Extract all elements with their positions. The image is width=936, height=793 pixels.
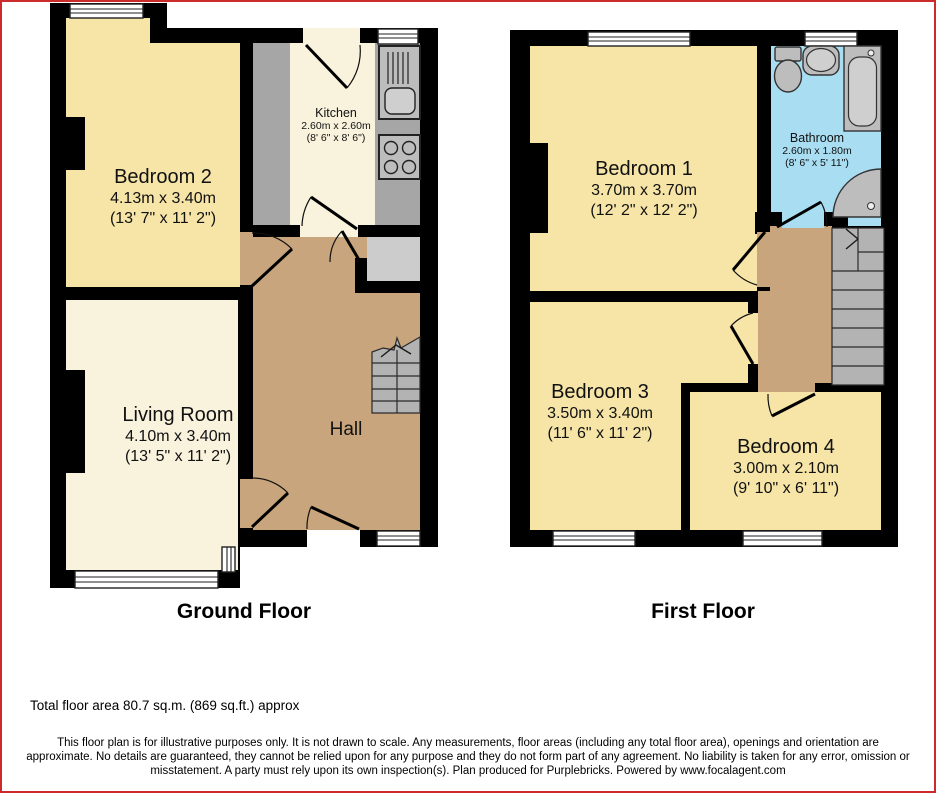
- room-dims-imperial: (13' 5" x 11' 2"): [124, 448, 232, 465]
- room-dims-metric: 3.00m x 2.10m: [733, 460, 839, 477]
- chimney-breast: [530, 143, 548, 233]
- ground-floor-plan: [50, 3, 438, 588]
- room-dims-imperial: (12' 2" x 12' 2"): [590, 202, 698, 219]
- first-floor-title: First Floor: [651, 600, 755, 623]
- room-dims-metric: 4.10m x 3.40m: [125, 428, 231, 445]
- bay-window: [75, 571, 218, 588]
- room-dims-metric: 3.70m x 3.70m: [591, 182, 697, 199]
- first-floor-plan: [510, 30, 898, 547]
- kitchen-counter: [253, 43, 290, 225]
- room-dims-imperial: (13' 7" x 11' 2"): [109, 210, 217, 227]
- room-label-bathroom: [782, 131, 851, 169]
- room-dims-imperial: (8' 6" x 5' 11"): [785, 157, 849, 169]
- room-label-bedroom1: [590, 158, 697, 221]
- front-door-gap: [307, 530, 360, 547]
- door-gap: [300, 225, 358, 237]
- room-label-bedroom3: [547, 381, 653, 444]
- kitchen-sink-unit: [379, 46, 420, 119]
- chimney-breast: [66, 370, 85, 473]
- room-name: Kitchen: [315, 106, 357, 120]
- room-dims-metric: 2.60m x 1.80m: [782, 145, 852, 157]
- window: [805, 32, 857, 46]
- basin: [803, 46, 839, 75]
- room-dims-imperial: (11' 6" x 11' 2"): [547, 425, 653, 442]
- room-landing: [770, 226, 832, 291]
- room-label-bedroom4: [733, 436, 839, 499]
- wall-block: [355, 281, 430, 293]
- door-gap: [240, 479, 253, 528]
- window: [222, 547, 235, 572]
- total-floor-area-text: Total floor area 80.7 sq.m. (869 sq.ft.) approx: [30, 698, 300, 713]
- bathtub: [844, 46, 881, 131]
- window: [377, 531, 420, 546]
- room-name: Bathroom: [789, 131, 845, 145]
- kitchen-hob: [379, 135, 420, 179]
- room-name: Bedroom 2: [114, 166, 212, 188]
- room-bedroom2: [66, 43, 240, 287]
- room-name: Bedroom 1: [595, 158, 693, 180]
- room-bedroom2: [66, 18, 150, 43]
- sink-bowl: [385, 88, 415, 114]
- room-landing: [758, 291, 832, 383]
- room-dims-metric: 3.50m x 3.40m: [547, 405, 653, 422]
- door-gap: [758, 383, 815, 392]
- room-dims-imperial: (9' 10" x 6' 11"): [732, 480, 840, 497]
- room-label-hall: [330, 418, 363, 441]
- cupboard: [367, 237, 420, 281]
- room-name: Hall: [329, 419, 363, 440]
- room-label-bedroom2: [110, 166, 216, 229]
- disclaimer-text: This floor plan is for illustrative purposes only. It is not drawn to scale. Any measurements, floor areas (including any total floor area), openings and orientation are approximate. No details are guaranteed, they cannot be relied upon for any purpose and they do not form part of any agreement. No liability is taken for any error, omission or misstatement. A party must rely upon its own inspection(s). Plan produced for Purplebricks. Powered by www.focalagent.com: [26, 737, 910, 777]
- window: [553, 531, 635, 546]
- room-name: Bedroom 4: [737, 436, 835, 458]
- window: [378, 29, 418, 44]
- room-dims-metric: 2.60m x 2.60m: [301, 120, 371, 132]
- window: [588, 32, 690, 46]
- room-bedroom3: [681, 302, 748, 383]
- door-gap: [303, 28, 360, 45]
- room-dims-metric: 4.13m x 3.40m: [110, 190, 216, 207]
- door-gap: [240, 232, 253, 285]
- window: [743, 531, 822, 546]
- staircase: [832, 228, 884, 385]
- ground-floor-title: Ground Floor: [176, 600, 312, 623]
- room-label-living-room: [122, 404, 233, 467]
- chimney-breast: [66, 117, 85, 170]
- window: [70, 4, 143, 18]
- toilet: [775, 47, 802, 92]
- room-name: Bedroom 3: [551, 381, 649, 403]
- room-label-kitchen: [301, 106, 370, 144]
- room-name: Living Room: [122, 404, 234, 426]
- room-dims-imperial: (8' 6" x 8' 6"): [306, 132, 366, 144]
